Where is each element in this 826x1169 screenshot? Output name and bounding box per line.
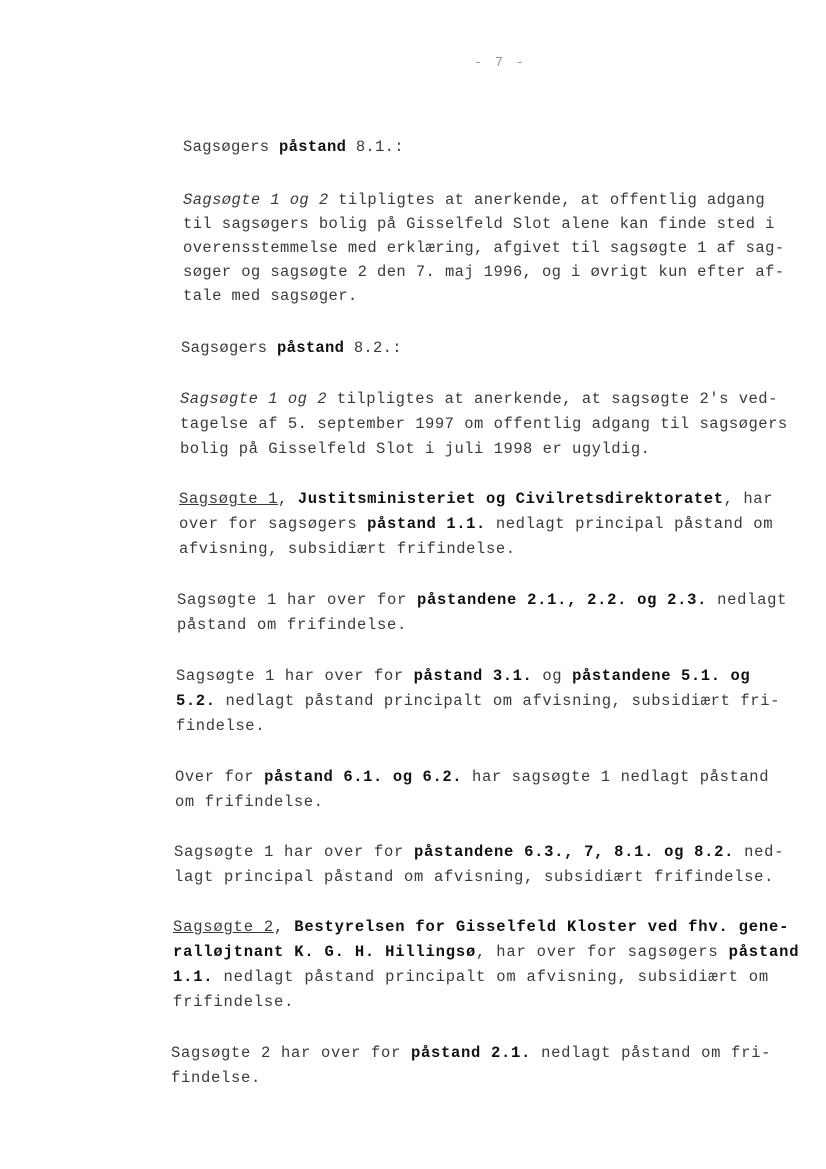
text-line [183,236,785,260]
paragraph [174,840,784,890]
paragraph [177,588,787,638]
text-line [180,412,788,437]
italic-text: Sagsøgte 1 og 2 [180,390,328,408]
text-run: 8.2.: [344,339,402,357]
text-line [174,865,784,890]
text-run: søger og sagsøgte 2 den 7. maj 1996, og i øvrigt kun efter af- [183,263,785,281]
paragraph [183,135,404,160]
text-run: Sagsøgte 2 har over for [171,1044,412,1062]
bold-text: Bestyrelsen for Gisselfeld Kloster ved fhv. gene- [294,918,790,936]
paragraph [175,765,769,815]
bold-text: påstand 6.1. og 6.2. [264,768,463,786]
text-line [176,714,780,739]
text-line [180,387,788,412]
bold-text: påstand 3.1. [413,667,533,685]
text-line [171,1066,771,1091]
text-run: og [532,667,573,685]
text-run: Sagsøgte 1 har over for [177,591,418,609]
paragraph [183,188,785,308]
text-run: tagelse af 5. september 1997 om offentlig adgang til sagsøgers [180,415,788,433]
text-line [177,588,787,613]
text-run: Sagsøgte 1 har over for [176,667,414,685]
paragraph [181,336,402,361]
text-run: påstand om frifindelse. [177,616,408,634]
text-run: findelse. [176,717,266,735]
text-line [175,790,769,815]
text-line [183,284,785,308]
text-line [176,664,780,689]
text-run: Over for [175,768,265,786]
text-run: frifindelse. [173,993,295,1011]
bold-text: påstand [279,138,347,156]
underlined-text: Sagsøgte 1 [179,490,279,508]
text-line [183,260,785,284]
text-run: nedlagt påstand principalt om afvisning, subsidiært fri- [215,692,780,710]
text-run: nedlagt påstand principalt om afvisning, subsidiært om [213,968,769,986]
text-run: tale med sagsøger. [183,287,358,305]
text-line [173,915,799,940]
underlined-text: Sagsøgte 2 [173,918,275,936]
text-run: , har over for sagsøgers [476,943,729,961]
bold-text: påstand [277,339,345,357]
paragraph [176,664,780,739]
paragraph [173,915,799,1015]
bold-text: påstand 1.1. [367,515,486,533]
paragraph [180,387,788,462]
bold-text: påstandene 2.1., 2.2. og 2.3. [417,591,708,609]
text-line [181,336,402,361]
page-number: - 7 - [473,55,526,71]
text-run: bolig på Gisselfeld Slot i juli 1998 er ugyldig. [180,440,651,458]
text-run: overensstemmelse med erklæring, afgivet til sagsøgte 1 af sag- [183,239,785,257]
text-run: findelse. [171,1069,262,1087]
text-line [183,135,404,160]
bold-text: 5.2. [176,692,216,710]
text-line [177,613,787,638]
text-line [183,212,785,236]
text-run: Sagsøgers [181,339,278,357]
text-run: nedlagt [707,591,788,609]
text-run: , [278,490,298,508]
text-run: Sagsøgte 1 har over for [174,843,415,861]
bold-text: påstand [728,943,800,961]
text-run: ned- [734,843,785,861]
text-line [180,437,788,462]
text-run: Sagsøgers [183,138,280,156]
text-run: over for sagsøgers [179,515,368,533]
text-line [173,965,799,990]
text-run: 8.1.: [346,138,404,156]
italic-text: Sagsøgte 1 og 2 [183,191,329,209]
text-line [183,188,785,212]
text-run: , [274,918,295,936]
text-line [175,765,769,790]
text-line [179,487,773,512]
text-run: nedlagt principal påstand om [485,515,774,533]
text-run: nedlagt påstand om fri- [531,1044,772,1062]
bold-text: ralløjtnant K. G. H. Hillingsø [173,943,477,961]
text-run: lagt principal påstand om afvisning, subsidiært frifindelse. [174,868,775,886]
text-line [174,840,784,865]
text-run: tilpligtes at anerkende, at sagsøgte 2's ved- [327,390,778,408]
text-run: har sagsøgte 1 nedlagt påstand [462,768,770,786]
bold-text: Justitsministeriet og Civilretsdirektoratet [297,490,724,508]
paragraph [179,487,773,562]
text-line [179,512,773,537]
text-run: , har [723,490,774,508]
bold-text: påstandene 6.3., 7, 8.1. og 8.2. [414,843,735,861]
text-run: tilpligtes at anerkende, at offentlig adgang [328,191,766,209]
text-run: afvisning, subsidiært frifindelse. [179,540,516,558]
text-run: om frifindelse. [175,793,324,811]
text-line [171,1041,771,1066]
text-line [173,990,799,1015]
text-line [179,537,773,562]
bold-text: påstand 2.1. [411,1044,532,1062]
bold-text: 1.1. [173,968,214,986]
text-line [176,689,780,714]
paragraph [171,1041,771,1091]
text-run: til sagsøgers bolig på Gisselfeld Slot alene kan finde sted i [183,215,775,233]
bold-text: påstandene 5.1. og [572,667,751,685]
text-line [173,940,799,965]
